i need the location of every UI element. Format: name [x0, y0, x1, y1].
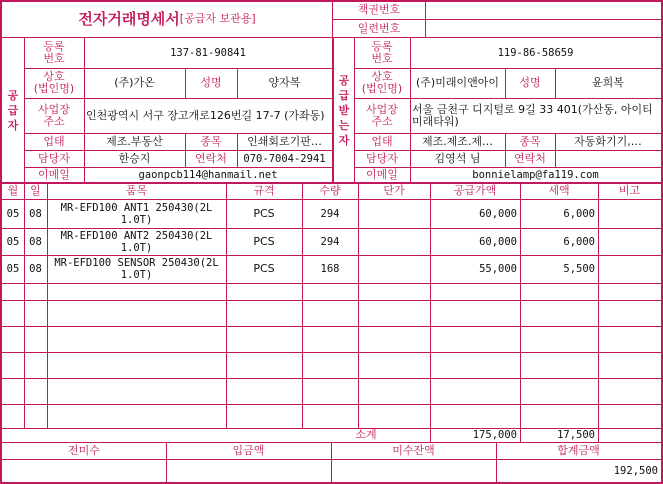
cell-qty: 168 — [320, 263, 340, 275]
grid-line — [331, 442, 332, 482]
supplier-side-label — [2, 38, 24, 182]
recipient-name-label: 성명 — [519, 76, 541, 89]
title-text: 전자거래명세서 — [78, 10, 180, 28]
grid-line — [496, 442, 497, 482]
recipient-name: 윤희복 — [592, 76, 624, 89]
footer-prev-unpaid — [2, 459, 166, 482]
supplier-email: gaonpcb114@hanmail.net — [138, 168, 278, 181]
grid-line — [0, 404, 663, 405]
cell-spec: PCS — [253, 262, 275, 275]
supplier-contact: 070-7004-2941 — [243, 152, 326, 165]
supplier-item: 인쇄회로기판… — [247, 134, 322, 148]
recipient-address-label: 사업장 주소 — [366, 102, 398, 128]
recipient-side-char: 자 — [338, 133, 350, 147]
supplier-company-label: 상호 (법인명) — [33, 70, 75, 95]
grid-line — [166, 442, 167, 482]
cell-unit-price — [358, 255, 430, 283]
supplier-side-char: 자 — [7, 118, 19, 132]
recipient-item-label: 종목 — [519, 134, 541, 148]
col-header-day: 일 — [30, 183, 41, 197]
cell-unit-price — [358, 199, 430, 228]
cell-month: 05 — [6, 235, 20, 248]
recipient-contact-label: 연락처 — [514, 151, 546, 165]
col-header-remark: 비고 — [618, 183, 641, 197]
subtotal-supply: 175,000 — [472, 429, 517, 441]
recipient-manager-label: 담당자 — [366, 151, 398, 165]
footer-unpaid-balance-label: 미수잔액 — [392, 443, 435, 457]
cell-qty: 294 — [320, 207, 340, 220]
col-header-spec: 규격 — [253, 183, 275, 197]
footer-received-label: 입금액 — [232, 443, 265, 457]
recipient-side-char: 는 — [338, 118, 350, 132]
col-header-item: 품목 — [125, 183, 148, 197]
col-header-month: 월 — [7, 183, 19, 197]
supplier-company: (주)가온 — [114, 76, 155, 89]
recipient-business-type: 제조.제조.제… — [421, 134, 494, 148]
cell-qty: 294 — [320, 235, 340, 248]
grid-line — [0, 352, 663, 353]
supplier-manager-label: 담당자 — [38, 151, 70, 165]
cell-unit-price — [358, 228, 430, 255]
subtotal-label: 소계 — [355, 428, 377, 441]
cell-remark — [598, 228, 661, 255]
grid-line — [0, 283, 663, 284]
recipient-company-label: 상호 (법인명) — [361, 70, 403, 95]
recipient-side-char: 급 — [338, 88, 350, 102]
recipient-manager: 김영석 님 — [434, 151, 481, 165]
recipient-reg-no: 119-86-58659 — [497, 47, 574, 59]
title-subtitle: [공급자 보관용] — [179, 12, 256, 25]
cell-day: 08 — [29, 235, 42, 248]
grid-line — [0, 300, 663, 301]
cell-supply-amount: 60,000 — [479, 207, 517, 220]
supplier-reg-no-label: 등록 번호 — [43, 40, 65, 65]
col-header-qty: 수량 — [319, 183, 341, 197]
recipient-email: bonnielamp@fa119.com — [472, 168, 599, 181]
col-header-supply-amount: 공급가액 — [453, 183, 497, 197]
recipient-reg-no-label: 등록 번호 — [371, 40, 393, 65]
supplier-side-char: 공 — [7, 88, 19, 102]
supplier-business-type-label: 업태 — [43, 134, 65, 148]
supplier-reg-no: 137-81-90841 — [170, 47, 246, 59]
supplier-email-label: 이메일 — [38, 167, 70, 181]
cell-month: 05 — [6, 263, 20, 275]
cell-supply-amount: 55,000 — [479, 263, 517, 275]
grid-line — [0, 326, 663, 327]
recipient-company: (주)미래이앤아이 — [416, 76, 499, 89]
supplier-address: 인천광역시 서구 장고개로126번길 17-7 (가좌동) — [86, 108, 325, 122]
serial-number-label: 일련번호 — [357, 21, 401, 35]
footer-prev-unpaid-label: 전미수 — [68, 443, 100, 457]
col-header-tax: 세액 — [548, 183, 570, 197]
supplier-contact-label: 연락처 — [195, 151, 227, 165]
cell-item: MR-EFD100 ANT1 250430(2L 1.0T) — [60, 201, 213, 226]
recipient-address: 서울 금천구 디지털로 9길 33 401(가산동, 아이티미래타워) — [412, 102, 653, 128]
cell-remark — [598, 255, 661, 283]
cell-item: MR-EFD100 SENSOR 250430(2L 1.0T) — [54, 257, 219, 281]
cell-spec: PCS — [253, 234, 275, 248]
footer-total: 192,500 — [613, 464, 658, 477]
supplier-business-type: 제조.부동산 — [106, 134, 163, 148]
supplier-address-label: 사업장 주소 — [38, 102, 70, 128]
recipient-business-type-label: 업태 — [371, 134, 393, 148]
book-number-label: 책권번호 — [357, 3, 401, 16]
cell-month: 05 — [6, 207, 20, 220]
subtotal-tax: 17,500 — [557, 429, 595, 441]
cell-spec: PCS — [253, 206, 275, 220]
supplier-manager: 한승지 — [118, 151, 151, 165]
grid-line — [598, 428, 599, 442]
grid-line — [0, 378, 663, 379]
recipient-item: 자동화기기,… — [574, 134, 642, 148]
footer-total-label: 합계금액 — [557, 443, 600, 457]
recipient-email-label: 이메일 — [366, 167, 398, 181]
document-title — [2, 2, 332, 36]
supplier-name: 양자복 — [268, 76, 301, 89]
recipient-side-label — [334, 38, 354, 182]
footer-received — [166, 459, 331, 482]
supplier-side-char: 급 — [7, 103, 19, 117]
cell-tax: 6,000 — [563, 235, 595, 248]
cell-item: MR-EFD100 ANT2 250430(2L 1.0T) — [60, 229, 213, 254]
cell-day: 08 — [29, 263, 42, 275]
recipient-side-char: 받 — [338, 103, 350, 117]
footer-unpaid-balance — [331, 459, 496, 482]
recipient-contact — [555, 150, 661, 167]
cell-tax: 6,000 — [563, 207, 595, 220]
grid-line — [520, 428, 521, 442]
supplier-item-label: 종목 — [200, 134, 222, 148]
supplier-name-label: 성명 — [200, 76, 222, 89]
grid-line — [430, 428, 431, 442]
cell-tax: 5,500 — [563, 263, 595, 275]
col-header-unit-price: 단가 — [383, 183, 405, 197]
cell-day: 08 — [29, 207, 42, 220]
cell-supply-amount: 60,000 — [479, 235, 517, 248]
recipient-side-char: 공 — [338, 73, 350, 87]
cell-remark — [598, 199, 661, 228]
